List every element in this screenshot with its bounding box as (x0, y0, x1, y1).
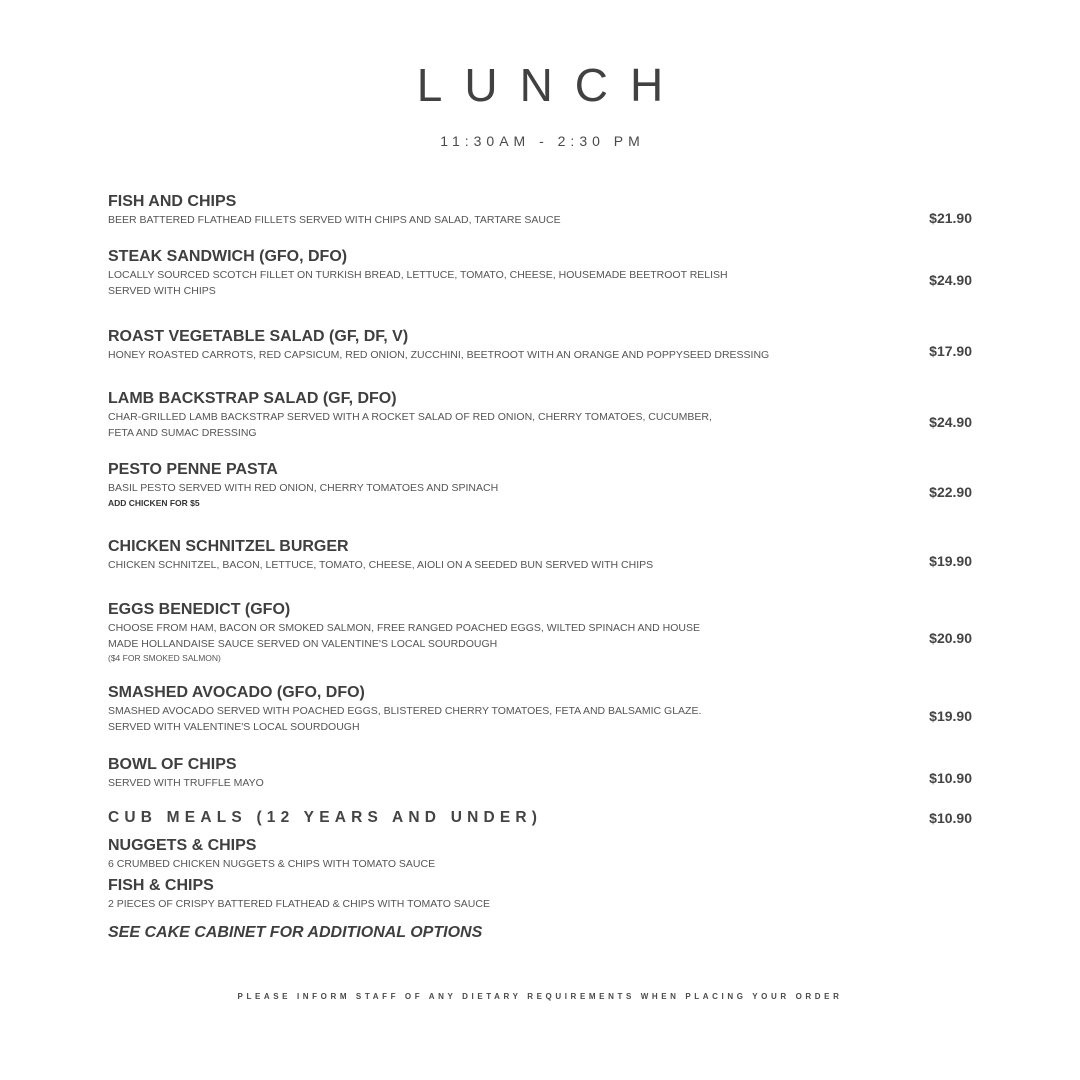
menu-item-name: PESTO PENNE PASTA (108, 461, 278, 478)
menu-item-fish-and-chips (108, 192, 972, 229)
menu-item-pesto-penne-pasta (108, 460, 972, 510)
menu-item-smashed-avocado (108, 683, 972, 735)
menu-item-name: EGGS BENEDICT (GFO) (108, 601, 291, 618)
menu-item-price: $19.90 (929, 553, 972, 569)
menu-item-steak-sandwich (108, 247, 972, 299)
menu-item-name: CHICKEN SCHNITZEL BURGER (108, 538, 349, 555)
menu-item-description: BEER BATTERED FLATHEAD FILLETS SERVED WITH CHIPS AND SALAD, TARTARE SAUCE (108, 214, 561, 226)
cub-item-name: NUGGETS & CHIPS (108, 837, 257, 854)
menu-item-price: $19.90 (929, 708, 972, 724)
dietary-requirements-footer: PLEASE INFORM STAFF OF ANY DIETARY REQUIREMENTS WHEN PLACING YOUR ORDER (237, 992, 843, 1001)
cub-meals-heading: CUB MEALS (12 YEARS AND UNDER) (108, 809, 543, 826)
menu-item-name: BOWL OF CHIPS (108, 756, 237, 773)
menu-item-description: CHICKEN SCHNITZEL, BACON, LETTUCE, TOMATO, CHEESE, AIOLI ON A SEEDED BUN SERVED WITH CHIPS (108, 559, 654, 571)
menu-hours: 11:30AM - 2:30 PM (440, 133, 645, 149)
menu-item-description: SMASHED AVOCADO SERVED WITH POACHED EGGS, BLISTERED CHERRY TOMATOES, FETA AND BALSAMIC GLAZE. SERVED WITH VALENTINE'S LOCAL SOURDOUGH (108, 705, 702, 733)
cake-cabinet-note: SEE CAKE CABINET FOR ADDITIONAL OPTIONS (108, 924, 483, 941)
menu-item-addon-note: ADD CHICKEN FOR $5 (108, 497, 200, 508)
menu-item-price: $20.90 (929, 630, 972, 646)
menu-item-name: LAMB BACKSTRAP SALAD (GF, DFO) (108, 390, 397, 407)
cub-meals-price: $10.90 (929, 810, 972, 826)
menu-item-price: $24.90 (929, 272, 972, 288)
menu-item-price: $10.90 (929, 770, 972, 786)
menu-item-roast-vegetable-salad (108, 327, 972, 364)
menu-item-lamb-backstrap-salad (108, 389, 972, 441)
cub-item-nuggets-and-chips (108, 836, 738, 873)
menu-item-description: CHOOSE FROM HAM, BACON OR SMOKED SALMON, FREE RANGED POACHED EGGS, WILTED SPINACH AND HOUSE MADE HOLLANDAISE SAUCE SERVED ON VALENTINE'S LOCAL SOURDOUGH (108, 622, 700, 650)
menu-item-description: SERVED WITH TRUFFLE MAYO (108, 777, 264, 789)
menu-item-price: $22.90 (929, 484, 972, 500)
menu-item-name: SMASHED AVOCADO (GFO, DFO) (108, 684, 365, 701)
menu-item-description: HONEY ROASTED CARROTS, RED CAPSICUM, RED ONION, ZUCCHINI, BEETROOT WITH AN ORANGE AND POPPYSEED DRESSING (108, 349, 770, 361)
menu-item-price: $21.90 (929, 210, 972, 226)
cub-item-description: 6 CRUMBED CHICKEN NUGGETS & CHIPS WITH TOMATO SAUCE (108, 858, 436, 870)
cub-item-description: 2 PIECES OF CRISPY BATTERED FLATHEAD & CHIPS WITH TOMATO SAUCE (108, 898, 490, 910)
menu-item-name: ROAST VEGETABLE SALAD (GF, DF, V) (108, 328, 409, 345)
cub-item-fish-and-chips (108, 876, 738, 913)
menu-item-description: LOCALLY SOURCED SCOTCH FILLET ON TURKISH BREAD, LETTUCE, TOMATO, CHEESE, HOUSEMADE BEETROOT RELISH SERVED WITH CHIPS (108, 269, 728, 297)
menu-item-addon-note: ($4 FOR SMOKED SALMON) (108, 653, 221, 663)
menu-item-eggs-benedict (108, 600, 972, 665)
cub-item-name: FISH & CHIPS (108, 877, 214, 894)
menu-title: LUNCH (416, 59, 686, 111)
menu-item-name: FISH AND CHIPS (108, 193, 237, 210)
menu-item-price: $24.90 (929, 414, 972, 430)
menu-item-name: STEAK SANDWICH (GFO, DFO) (108, 248, 348, 265)
menu-item-description: BASIL PESTO SERVED WITH RED ONION, CHERRY TOMATOES AND SPINACH (108, 482, 499, 494)
menu-item-bowl-of-chips (108, 755, 972, 792)
menu-item-price: $17.90 (929, 343, 972, 359)
menu-item-chicken-schnitzel-burger (108, 537, 972, 574)
menu-item-description: CHAR-GRILLED LAMB BACKSTRAP SERVED WITH A ROCKET SALAD OF RED ONION, CHERRY TOMATOES, CUCUMBER, FETA AND SUMAC DRESSING (108, 411, 712, 439)
